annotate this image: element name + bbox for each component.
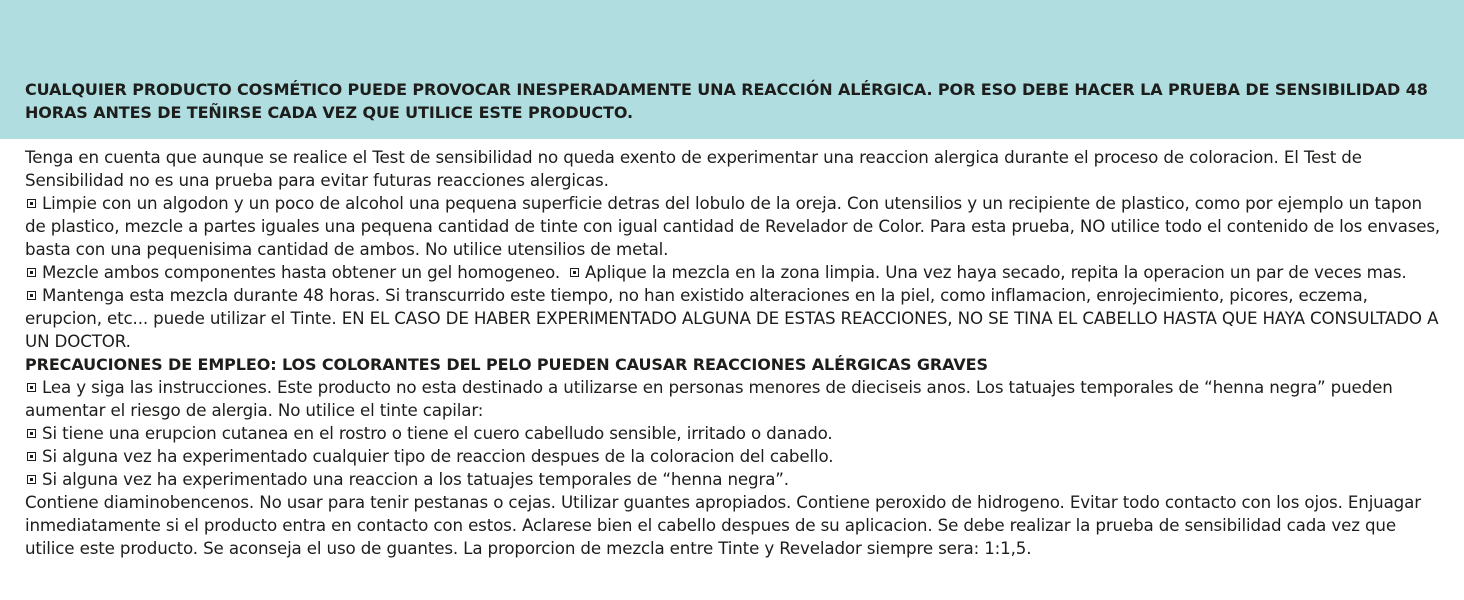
- square-bullet-icon: [27, 199, 36, 208]
- precaution-text: Lea y siga las instrucciones. Este producto no esta destinado a utilizarse en personas menores de dieciseis anos. Los tatuajes temporales de “henna negra” pueden aumentar el riesgo de alergia. No utilice el tinte capilar:: [25, 377, 1393, 420]
- precaution-text: Si alguna vez ha experimentado una reaccion a los tatuajes temporales de “henna negra”.: [42, 469, 789, 489]
- step-item: [25, 284, 1446, 353]
- square-bullet-icon: [27, 452, 36, 461]
- step-item: [25, 192, 1446, 261]
- precautions-heading: PRECAUCIONES DE EMPLEO: LOS COLORANTES DEL PELO PUEDEN CAUSAR REACCIONES ALÉRGICAS GRAVES: [25, 355, 988, 374]
- precaution-item: [25, 445, 1446, 468]
- step-text: Mezcle ambos componentes hasta obtener un gel homogeneo.: [42, 262, 560, 282]
- instructions-body: [0, 139, 1464, 560]
- precaution-item: [25, 468, 1446, 491]
- step-text: Aplique la mezcla en la zona limpia. Una vez haya secado, repita la operacion un par de veces mas.: [584, 262, 1407, 282]
- intro-paragraph: Tenga en cuenta que aunque se realice el Test de sensibilidad no queda exento de experimentar una reaccion alergica durante el proceso de coloracion. El Test de Sensibilidad no es una prueba para evitar futuras reacciones alergicas.: [25, 147, 1362, 190]
- allergy-warning-text: CUALQUIER PRODUCTO COSMÉTICO PUEDE PROVOCAR INESPERADAMENTE UNA REACCIÓN ALÉRGICA. POR ESO DEBE HACER LA PRUEBA DE SENSIBILIDAD 48 HORAS ANTES DE TEÑIRSE CADA VEZ QUE UTILICE ESTE PRODUCTO.: [25, 80, 1428, 122]
- square-bullet-icon: [27, 268, 36, 277]
- precaution-text: Si tiene una erupcion cutanea en el rostro o tiene el cuero cabelludo sensible, irritado o danado.: [42, 423, 833, 443]
- precaution-text: Si alguna vez ha experimentado cualquier tipo de reaccion despues de la coloracion del cabello.: [42, 446, 834, 466]
- square-bullet-icon: [27, 383, 36, 392]
- step-text: Mantenga esta mezcla durante 48 horas. Si transcurrido este tiempo, no han existido alteraciones en la piel, como inflamacion, enrojecimiento, picores, eczema, erupcion, etc... puede utilizar el Tinte. EN EL CASO DE HABER EXPERIMENTADO ALGUNA DE ESTAS REACCIONES, NO SE TINA EL CABELLO HASTA QUE HAYA CONSULTADO A UN DOCTOR.: [25, 285, 1439, 351]
- step-item: [25, 261, 1446, 284]
- closing-paragraph: Contiene diaminobencenos. No usar para tenir pestanas o cejas. Utilizar guantes apropiados. Contiene peroxido de hidrogeno. Evitar todo contacto con los ojos. Enjuagar inmediatamente si el producto entra en contacto con estos. Aclarese bien el cabello despues de su aplicacion. Se debe realizar la prueba de sensibilidad cada vez que utilice este producto. Se aconseja el uso de guantes. La proporcion de mezcla entre Tinte y Revelador siempre sera: 1:1,5.: [25, 492, 1421, 558]
- step-text: Limpie con un algodon y un poco de alcohol una pequena superficie detras del lobulo de la oreja. Con utensilios y un recipiente de plastico, como por ejemplo un tapon de plastico, mezcle a partes iguales una pequena cantidad de tinte con igual cantidad de Revelador de Color. Para esta prueba, NO utilice todo el contenido de los envases, basta con una pequenisima cantidad de ambos. No utilice utensilios de metal.: [25, 193, 1441, 259]
- square-bullet-icon: [27, 291, 36, 300]
- precaution-item: [25, 376, 1446, 422]
- square-bullet-icon: [27, 429, 36, 438]
- warning-banner: [0, 0, 1464, 139]
- square-bullet-icon: [27, 475, 36, 484]
- precaution-item: [25, 422, 1446, 445]
- square-bullet-icon: [570, 268, 579, 277]
